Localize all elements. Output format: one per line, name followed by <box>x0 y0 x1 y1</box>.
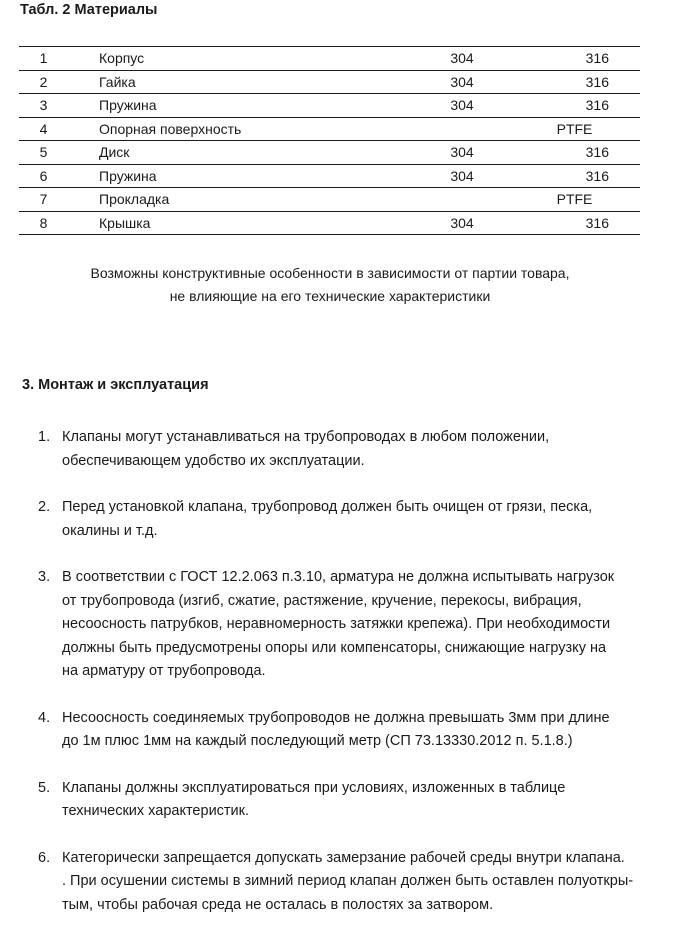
note-line: не влияющие на его технические характеристики <box>169 288 491 304</box>
part-name: Пружина <box>68 94 429 118</box>
list-item <box>38 777 658 824</box>
table-row <box>19 141 640 165</box>
row-number: 3 <box>19 94 68 118</box>
section-title: 3. Монтаж и эксплуатация <box>22 377 209 393</box>
material-304: 304 <box>429 141 495 165</box>
material-316: 316 <box>495 164 640 188</box>
table-row <box>19 188 640 212</box>
list-item-number: 1. <box>38 429 51 445</box>
list-item-line: Клапаны могут устанавливаться на трубопроводах в любом положении, <box>62 429 550 445</box>
row-number: 7 <box>19 188 68 212</box>
list-item-line: Категорически запрещается допускать замерзание рабочей среды внутри клапана. <box>62 849 625 866</box>
material-316: 316 <box>495 47 640 71</box>
list-item <box>38 707 658 754</box>
part-name: Опорная поверхность <box>68 117 429 141</box>
table-row <box>19 94 640 118</box>
note <box>0 262 660 308</box>
list-item-line: тым, чтобы рабочая среда не осталась в полостях за затвором. <box>62 896 494 913</box>
list-item-line: несоосность патрубков, неравномерность затяжки крепежа). При необходимости <box>62 616 611 632</box>
list-item-number: 5. <box>38 779 51 796</box>
materials-table <box>19 46 640 235</box>
row-number: 4 <box>19 117 68 141</box>
material-both: PTFE <box>429 117 640 141</box>
part-name: Гайка <box>68 70 429 94</box>
material-both: PTFE <box>429 188 640 212</box>
list-item-line: . При осушении системы в зимний период клапан должен быть оставлен полуоткры- <box>62 873 634 889</box>
table-row <box>19 117 640 141</box>
note-line: Возможны конструктивные особенности в зависимости от партии товара, <box>90 265 570 281</box>
table-title: Табл. 2 Материалы <box>20 2 158 18</box>
part-name: Прокладка <box>68 188 429 212</box>
row-number: 6 <box>19 164 68 188</box>
list-item-line: обеспечивающем удобство их эксплуатации. <box>62 452 365 469</box>
list-item <box>38 847 658 918</box>
list-item-line: Несоосность соединяемых трубопроводов не должна превышать 3мм при длине <box>62 709 610 726</box>
table-row <box>19 164 640 188</box>
part-name: Корпус <box>68 47 429 71</box>
list-item-line: окалины и т.д. <box>62 522 158 539</box>
list-item <box>38 496 658 543</box>
list-item-number: 6. <box>38 849 51 866</box>
part-name: Крышка <box>68 211 429 235</box>
list-item-number: 2. <box>38 499 51 515</box>
row-number: 2 <box>19 70 68 94</box>
table-row <box>19 211 640 235</box>
material-316: 316 <box>495 70 640 94</box>
material-316: 316 <box>495 94 640 118</box>
material-304: 304 <box>429 70 495 94</box>
list-item-number: 3. <box>38 569 51 585</box>
list-item-line: В соответствии с ГОСТ 12.2.063 п.3.10, арматура не должна испытывать нагрузок <box>62 569 615 585</box>
material-304: 304 <box>429 164 495 188</box>
list-item-line: Клапаны должны эксплуатироваться при условиях, изложенных в таблице <box>62 779 566 796</box>
list-item-line: от трубопровода (изгиб, сжатие, растяжение, кручение, перекосы, вибрация, <box>62 592 582 609</box>
part-name: Диск <box>68 141 429 165</box>
material-316: 316 <box>495 211 640 235</box>
material-304: 304 <box>429 94 495 118</box>
table-row <box>19 70 640 94</box>
installation-list <box>38 426 658 940</box>
list-item <box>38 566 658 684</box>
row-number: 8 <box>19 211 68 235</box>
list-item-line: Перед установкой клапана, трубопровод должен быть очищен от грязи, песка, <box>62 499 593 515</box>
list-item <box>38 426 658 473</box>
list-item-line: должны быть предусмотрены опоры или компенсаторы, снижающие нагрузку на <box>62 639 607 656</box>
material-304: 304 <box>429 47 495 71</box>
list-item-line: до 1м плюс 1мм на каждый последующий метр (СП 73.13330.2012 п. 5.1.8.) <box>62 733 573 749</box>
row-number: 5 <box>19 141 68 165</box>
material-304: 304 <box>429 211 495 235</box>
list-item-line: технических характеристик. <box>62 803 250 819</box>
part-name: Пружина <box>68 164 429 188</box>
row-number: 1 <box>19 47 68 71</box>
list-item-line: на арматуру от трубопровода. <box>62 663 266 679</box>
list-item-number: 4. <box>38 709 51 726</box>
table-row <box>19 47 640 71</box>
material-316: 316 <box>495 141 640 165</box>
